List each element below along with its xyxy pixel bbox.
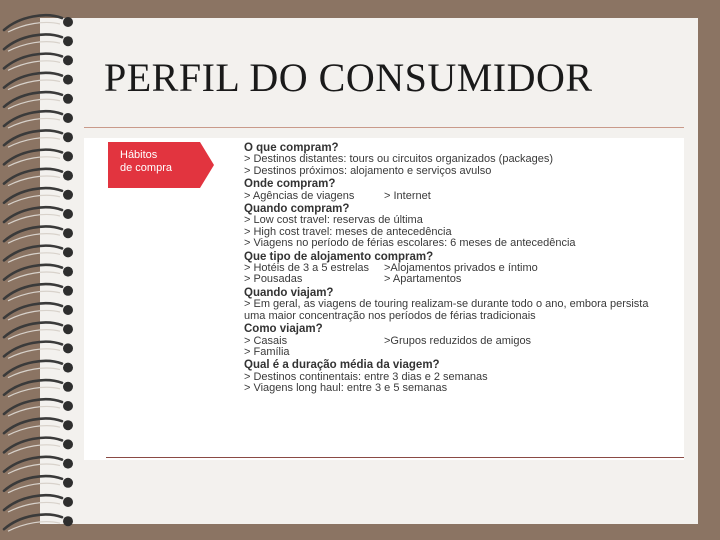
answer-cell: > Hotéis de 3 a 5 estrelas bbox=[244, 262, 370, 275]
answer-cell: >Grupos reduzidos de amigos bbox=[384, 334, 532, 347]
divider bbox=[106, 457, 684, 458]
answer-row bbox=[244, 336, 684, 347]
answer-cell bbox=[384, 347, 684, 358]
section-question: Que tipo de alojamento compram? bbox=[244, 250, 434, 263]
section-question: Qual é a duração média da viagem? bbox=[244, 359, 440, 372]
answer-line: > Viagens no período de férias escolares: 6 meses de antecedência bbox=[244, 237, 576, 250]
answer-row bbox=[244, 263, 684, 274]
answer-cell: >Alojamentos privados e íntimo bbox=[384, 262, 538, 275]
answer-line: > Viagens long haul: entre 3 e 5 semanas bbox=[244, 382, 448, 395]
answer-line: > Low cost travel: reservas de última bbox=[244, 214, 423, 227]
section-question: Quando viajam? bbox=[244, 286, 334, 299]
answer-line: > High cost travel: meses de antecedência bbox=[244, 225, 452, 238]
section-question: Como viajam? bbox=[244, 323, 323, 336]
answer-line: > Destinos continentais: entre 3 dias e 2 semanas bbox=[244, 370, 488, 383]
spiral-binding-icon bbox=[0, 0, 90, 540]
answer-cell: > Pousadas bbox=[244, 273, 303, 286]
tag-line-2: de compra bbox=[120, 162, 172, 174]
answer-cell: > Agências de viagens bbox=[244, 189, 355, 202]
section-question: Onde compram? bbox=[244, 178, 336, 191]
tag-label bbox=[120, 149, 172, 175]
tag-line-1: Hábitos bbox=[120, 149, 158, 161]
divider bbox=[84, 127, 684, 128]
answer-row bbox=[244, 274, 684, 285]
answer-line: > Destinos distantes: tours ou circuitos organizados (packages) bbox=[244, 153, 554, 166]
answer-line: > Em geral, as viagens de touring realizam-se durante todo o ano, embora persista bbox=[244, 298, 649, 311]
answer-cell: > Apartamentos bbox=[384, 273, 462, 286]
category-tag bbox=[108, 142, 214, 188]
answer-line: uma maior concentração nos períodos de férias tradicionais bbox=[244, 309, 536, 322]
answer-cell: > Casais bbox=[244, 334, 288, 347]
habits-list bbox=[244, 141, 684, 395]
answer-cell: > Internet bbox=[384, 189, 431, 202]
answer-line: > Destinos próximos: alojamento e serviços avulso bbox=[244, 164, 492, 177]
section-question: O que compram? bbox=[244, 142, 339, 154]
answer-row bbox=[244, 347, 684, 358]
section-question: Quando compram? bbox=[244, 203, 350, 216]
answer-row bbox=[244, 191, 684, 202]
answer-cell: > Família bbox=[244, 345, 290, 358]
page-title: PERFIL DO CONSUMIDOR bbox=[104, 55, 593, 100]
